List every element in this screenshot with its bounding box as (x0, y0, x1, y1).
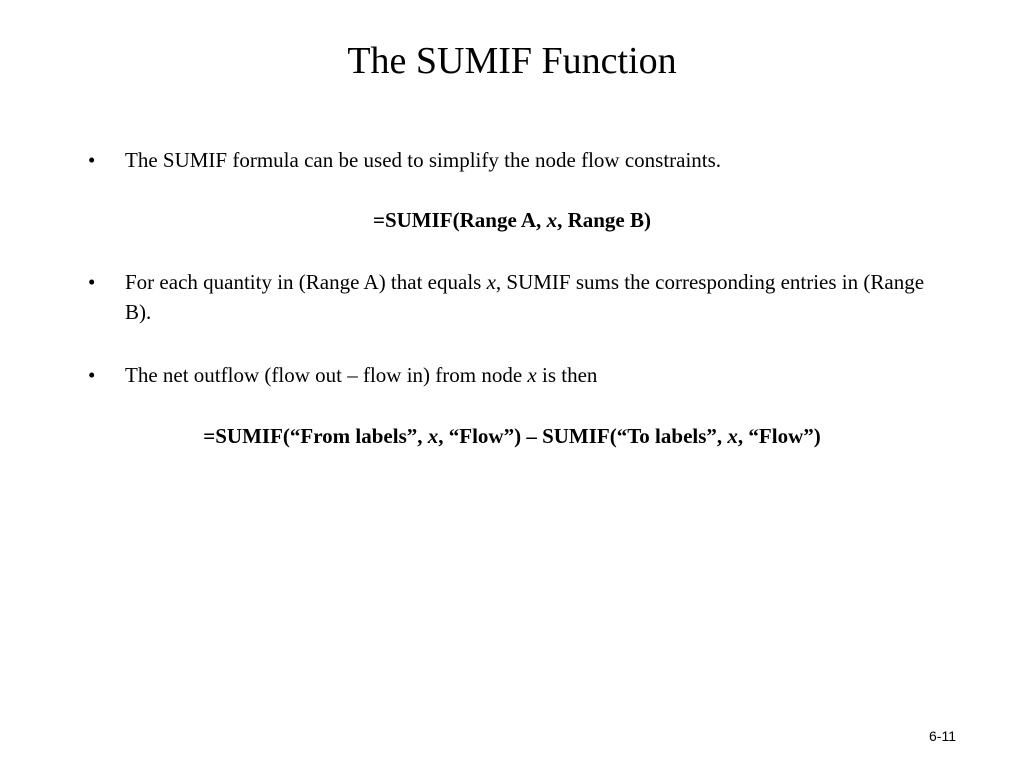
bullet-text (125, 360, 925, 390)
formula-text: , “Flow”) (737, 424, 821, 448)
bullet-text-part: is then (536, 363, 598, 387)
slide-title: The SUMIF Function (347, 40, 677, 82)
bullet-text (125, 267, 925, 327)
bullet-text-part: For each quantity in (Range A) that equals (125, 270, 487, 294)
page-number: 6-11 (929, 728, 956, 744)
bullet-marker: • (88, 363, 96, 387)
formula-variable: x (727, 424, 738, 448)
formula-text: =SUMIF(“From labels”, (203, 424, 428, 448)
formula-text: =SUMIF(Range A, (373, 208, 547, 232)
bullet-variable: x (486, 270, 496, 294)
formula-text: , Range B) (557, 208, 651, 232)
formula-net-outflow (0, 421, 1024, 451)
formula-variable: x (546, 208, 558, 232)
bullet-marker: • (88, 148, 96, 172)
formula-sumif-general (0, 205, 1024, 235)
formula-text: , “Flow”) – SUMIF(“To labels”, (438, 424, 728, 448)
bullet-text-part: The net outflow (flow out – flow in) from node (125, 363, 528, 387)
bullet-variable: x (527, 363, 537, 387)
formula-variable: x (427, 424, 439, 448)
bullet-text: The SUMIF formula can be used to simplify the node flow constraints. (125, 148, 722, 172)
bullet-marker: • (88, 270, 96, 294)
bullet-text-part: , SUMIF sums the corresponding entries in (Range B). (125, 270, 925, 324)
